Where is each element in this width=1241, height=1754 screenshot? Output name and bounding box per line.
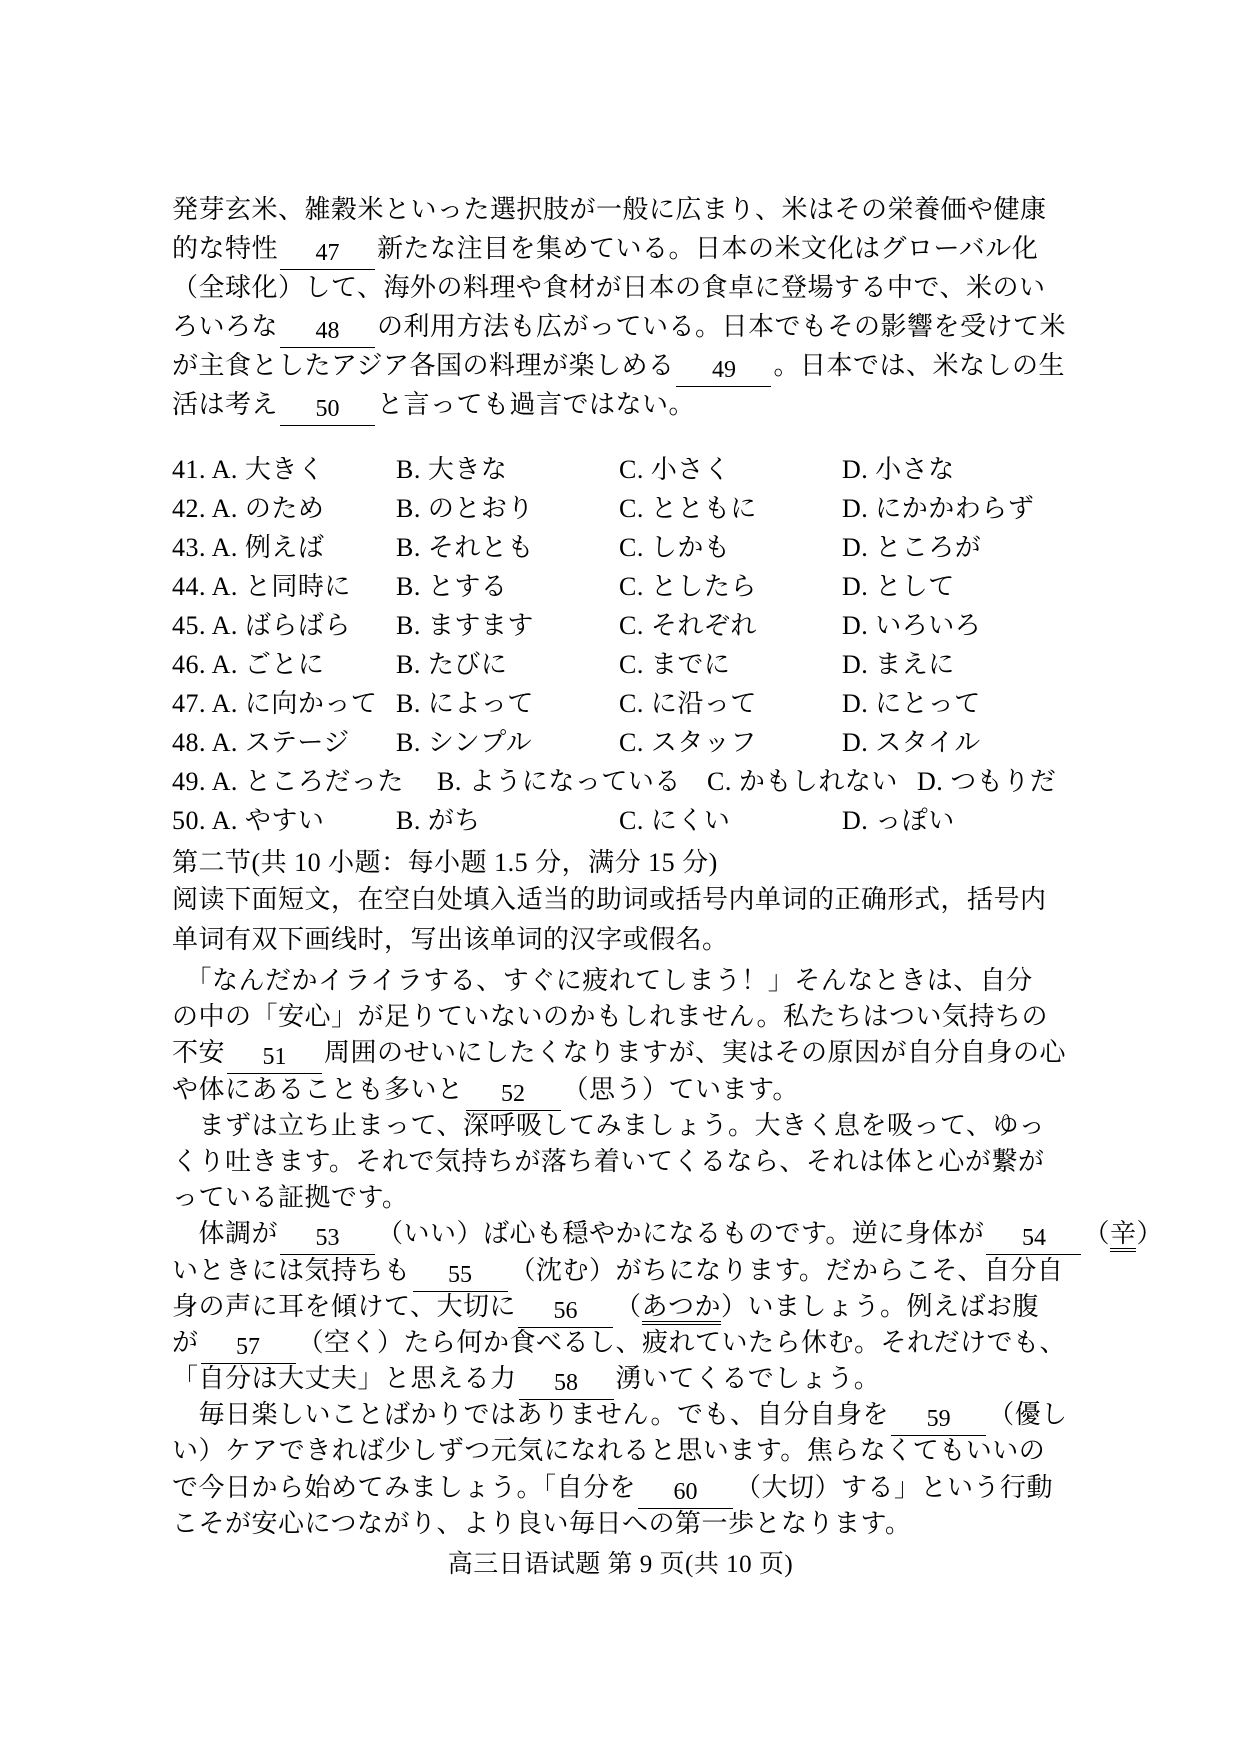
cloze-blank: 58: [519, 1368, 614, 1400]
cloze-line: [172, 307, 1066, 346]
option-cell: D. にとって: [842, 689, 981, 718]
option-cell: B. がち: [396, 806, 481, 835]
option-cell: C. にくい: [619, 806, 731, 835]
cloze-blank: 52: [466, 1079, 561, 1111]
option-cell: C. かもしれない: [707, 767, 898, 796]
text-run: 湧いてくるでしょう。: [615, 1364, 881, 1394]
option-cell: B. たびに: [396, 650, 508, 679]
passage-line: [172, 1253, 1163, 1289]
cloze-blank: 57: [201, 1332, 296, 1364]
text-run: （大切）する」という行動: [735, 1472, 1054, 1502]
cloze-blank: 60: [638, 1477, 733, 1509]
passage-line: [172, 1216, 1163, 1252]
option-cell: 41. A. 大きく: [172, 455, 325, 484]
cloze-blank: 47: [280, 238, 375, 270]
passage-line: [172, 1433, 1163, 1469]
option-cell: B. によって: [396, 689, 534, 718]
text-run: 。日本では、米なしの生: [773, 351, 1065, 380]
text-run: 「自分は大丈夫」と思える力: [172, 1364, 517, 1394]
text-run: や体にあることも多いと: [172, 1074, 464, 1104]
text-run: （沈む）がちになります。だからこそ、自分自: [509, 1255, 1064, 1285]
text-run: 発芽玄米、雑穀米といった選択肢が一般に広まり、米はその栄養価や健康: [172, 195, 1047, 224]
text-run: こそが安心につながり、より良い毎日への第一歩となります。: [172, 1508, 912, 1538]
passage-line: [172, 1144, 1163, 1180]
text-run: （優し: [988, 1400, 1068, 1430]
cloze-line: [172, 229, 1066, 268]
double-underlined-word: あつか: [642, 1292, 722, 1325]
option-cell: C. としたら: [619, 572, 757, 601]
option-cell: D. っぽい: [842, 806, 955, 835]
cloze-blank: 50: [280, 394, 375, 426]
text-run: 周囲のせいにしたくなりますが、実はその原因が自分自身の心: [324, 1038, 1067, 1068]
passage-line: [172, 1108, 1163, 1144]
option-cell: C. スタッフ: [619, 728, 757, 757]
text-run: （いい）ば心も穏やかになるものです。逆に身体が: [377, 1219, 985, 1249]
passage-line: [172, 963, 1163, 999]
option-cell: C. に沿って: [619, 689, 757, 718]
text-run: ろいろな: [172, 312, 279, 341]
instructions-line: 阅读下面短文，在空白处填入适当的助词或括号内单词的正确形式，括号内: [172, 885, 1047, 914]
text-run: 不安: [172, 1038, 226, 1068]
text-run: ）: [1136, 1219, 1163, 1249]
passage-line: [172, 999, 1163, 1035]
option-cell: C. 小さく: [619, 455, 731, 484]
passage-line: [172, 1506, 1163, 1542]
option-cell: D. ところが: [842, 533, 982, 562]
option-cell: C. とともに: [619, 494, 757, 523]
cloze-line: [172, 385, 1066, 424]
cloze-blank: 48: [280, 316, 375, 348]
text-run: （全球化）して、海外の料理や食材が日本の食卓に登場する中で、米のい: [172, 273, 1046, 302]
option-cell: D. スタイル: [842, 728, 981, 757]
option-cell: 42. A. のため: [172, 494, 325, 523]
option-cell: B. それとも: [396, 533, 534, 562]
section-instructions: [172, 880, 1047, 960]
text-run: ）いましょう。例えばお腹: [721, 1291, 1040, 1321]
text-run: い）ケアできれば少しずつ元気になれると思います。焦らなくてもいいの: [172, 1436, 1046, 1466]
option-cell: 48. A. ステージ: [172, 728, 350, 757]
text-run: （思う）ています。: [562, 1074, 799, 1104]
cloze-line: [172, 268, 1066, 307]
cloze-blank: 56: [518, 1296, 613, 1328]
passage-line: [172, 1361, 1163, 1397]
text-run: と言っても過言ではない。: [377, 390, 696, 419]
cloze-line: [172, 346, 1066, 385]
text-run: 「なんだかイライラする、すぐに疲れてしまう！」そんなときは、自分: [172, 966, 1033, 995]
passage-line: [172, 1035, 1163, 1071]
option-cell: D. にかかわらず: [842, 494, 1035, 523]
text-run: の中の「安心」が足りていないのかもしれません。私たちはつい気持ちの: [172, 1002, 1049, 1032]
text-run: っている証拠です。: [172, 1183, 409, 1213]
option-cell: C. までに: [619, 650, 731, 679]
option-cell: D. いろいろ: [842, 611, 982, 640]
text-run: （: [1083, 1219, 1110, 1249]
option-cell: B. シンプル: [396, 728, 533, 757]
option-cell: 47. A. に向かって: [172, 689, 378, 718]
option-cell: D. として: [842, 572, 955, 601]
passage-line: [172, 1180, 1163, 1216]
text-run: が主食としたアジア各国の料理が楽しめる: [172, 351, 675, 380]
passage-line: [172, 1470, 1163, 1506]
option-cell: B. ますます: [396, 611, 534, 640]
option-cell: 46. A. ごとに: [172, 650, 325, 679]
cloze-blank: 55: [413, 1260, 508, 1292]
section-heading: 第二节(共 10 小题：每小题 1.5 分，满分 15 分): [172, 848, 718, 877]
option-cell: C. しかも: [619, 533, 731, 562]
option-cell: B. 大きな: [396, 455, 508, 484]
cloze-blank: 49: [676, 355, 771, 387]
text-run: くり吐きます。それで気持ちが落ち着いてくるなら、それは体と心が繋が: [172, 1146, 1045, 1176]
option-cell: 50. A. やすい: [172, 806, 325, 835]
text-run: 新たな注目を集めている。日本の米文化はグローバル化: [377, 234, 1039, 263]
option-cell: B. のとおり: [396, 494, 534, 523]
option-cell: 44. A. と同時に: [172, 572, 351, 601]
option-cell: D. まえに: [842, 650, 955, 679]
page-footer: 高三日语试题 第 9 页(共 10 页): [447, 1551, 794, 1578]
cloze-blank: 53: [280, 1223, 375, 1255]
text-run: 体調が: [172, 1219, 279, 1249]
reading-passage: [172, 963, 1163, 1542]
text-run: が: [172, 1327, 199, 1357]
option-cell: 49. A. ところだった: [172, 767, 404, 796]
passage-line: [172, 1397, 1163, 1433]
cloze-blank: 54: [986, 1223, 1081, 1255]
text-run: （: [614, 1291, 642, 1321]
text-run: 毎日楽しいことばかりではありません。でも、自分自身を: [172, 1400, 890, 1430]
cloze-blank: 59: [891, 1404, 986, 1436]
option-cell: C. それぞれ: [619, 611, 757, 640]
double-underlined-word: 辛: [1110, 1219, 1137, 1252]
text-run: 的な特性: [172, 234, 279, 263]
cloze-passage: [172, 190, 1066, 424]
option-cell: D. 小さな: [842, 455, 955, 484]
text-run: まずは立ち止まって、深呼吸してみましょう。大きく息を吸って、ゆっ: [172, 1110, 1046, 1140]
text-run: （空く）たら何か食べるし、疲れていたら休む。それだけでも、: [297, 1327, 1067, 1357]
text-run: の利用方法も広がっている。日本でもその影響を受けて米: [377, 312, 1067, 341]
passage-line: [172, 1325, 1163, 1361]
passage-line: [172, 1072, 1163, 1108]
option-cell: B. とする: [396, 572, 508, 601]
cloze-line: [172, 190, 1066, 229]
passage-line: [172, 1289, 1163, 1325]
text-run: で今日から始めてみましょう。「自分を: [172, 1472, 637, 1502]
option-cell: 43. A. 例えば: [172, 533, 325, 562]
option-cell: B. ようになっている: [437, 767, 681, 796]
option-cell: 45. A. ばらばら: [172, 611, 351, 640]
option-cell: D. つもりだ: [917, 767, 1057, 796]
instructions-line: 单词有双下画线时，写出该单词的汉字或假名。: [172, 925, 729, 954]
text-run: いときには気持ちも: [172, 1255, 411, 1285]
cloze-blank: 51: [227, 1042, 322, 1074]
text-run: 活は考え: [172, 390, 279, 419]
text-run: 身の声に耳を傾けて、大切に: [172, 1291, 516, 1321]
